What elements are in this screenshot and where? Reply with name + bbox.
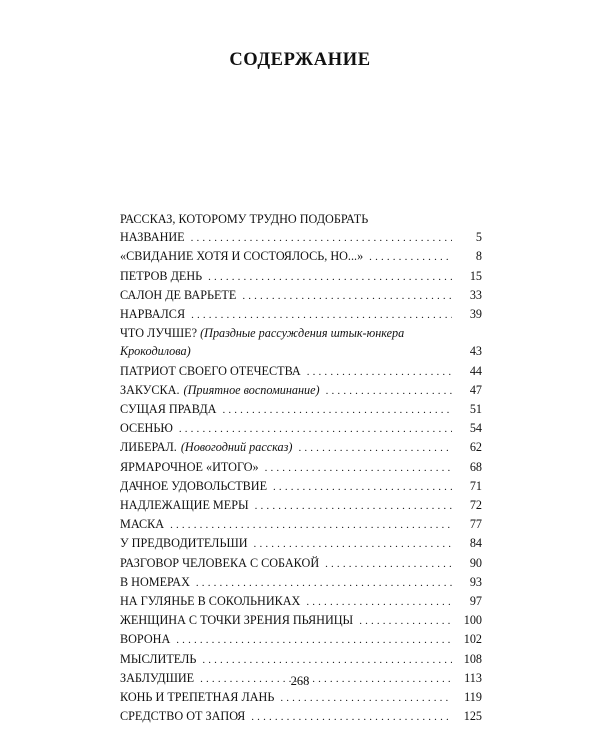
entry-title: НА ГУЛЯНЬЕ В СОКОЛЬНИКАХ (120, 594, 301, 609)
entry-page-number: 108 (463, 651, 482, 666)
table-of-contents (120, 210, 482, 726)
dot-leader (255, 497, 452, 515)
entry-title: НАДЛЕЖАЩИЕ МЕРЫ (120, 498, 249, 513)
toc-entry[interactable] (120, 592, 482, 611)
page-number-footer: 268 (290, 674, 310, 688)
entry-title: ЗАКУСКА. (120, 382, 180, 397)
entry-title: СУЩАЯ ПРАВДА (120, 402, 217, 417)
toc-entry[interactable] (120, 554, 482, 573)
entry-title: МЫСЛИТЕЛЬ (120, 651, 197, 666)
entry-title: ВОРОНА (120, 632, 171, 647)
entry-title: ЖЕНЩИНА С ТОЧКИ ЗРЕНИЯ ПЬЯНИЦЫ (120, 613, 354, 628)
entry-page-number: 54 (469, 421, 482, 436)
entry-page-number: 68 (469, 459, 482, 474)
entry-subtitle-continuation: Крокодилова) (120, 344, 191, 359)
dot-leader (265, 459, 452, 477)
toc-entry[interactable] (120, 381, 482, 400)
entry-page-number: 102 (463, 632, 482, 647)
dot-leader (306, 593, 452, 611)
entry-title: КОНЬ И ТРЕПЕТНАЯ ЛАНЬ (120, 690, 275, 705)
entry-title: ДАЧНОЕ УДОВОЛЬСТВИЕ (120, 478, 268, 493)
entry-page-number: 71 (469, 478, 482, 493)
entry-page-number: 39 (469, 307, 482, 322)
toc-entry[interactable] (120, 650, 482, 669)
toc-entry[interactable] (120, 688, 482, 707)
entry-title: ЗАБЛУДШИЕ (120, 670, 195, 685)
entry-page-number: 15 (469, 268, 482, 283)
page-title: СОДЕРЖАНИЕ (229, 50, 371, 70)
dot-leader (242, 287, 452, 305)
dot-leader (191, 229, 452, 247)
entry-page-number: 72 (469, 498, 482, 513)
toc-entry[interactable] (120, 267, 482, 286)
entry-title: ЯРМАРОЧНОЕ «ИТОГО» (120, 459, 259, 474)
entry-title-first-line: РАССКАЗ, КОТОРОМУ ТРУДНО ПОДОБРАТЬ (120, 212, 369, 226)
toc-entry[interactable] (120, 286, 482, 305)
entry-title: ЧТО ЛУЧШЕ? (120, 326, 198, 341)
entry-page-number: 51 (469, 402, 482, 417)
dot-leader (179, 420, 452, 438)
dot-leader (196, 574, 452, 592)
entry-title: В НОМЕРАХ (120, 574, 190, 589)
dot-leader (208, 268, 452, 286)
toc-entry[interactable] (120, 305, 482, 324)
entry-page-number: 44 (469, 363, 482, 378)
entry-page-number: 97 (469, 594, 482, 609)
dot-leader (176, 631, 452, 649)
entry-title: ПЕТРОВ ДЕНЬ (120, 268, 203, 283)
entry-page-number: 43 (469, 344, 482, 359)
dot-leader (273, 478, 452, 496)
entry-page-number: 47 (469, 382, 482, 397)
entry-page-number: 113 (464, 670, 482, 685)
dot-leader (326, 382, 452, 400)
toc-entry[interactable] (120, 438, 482, 457)
entry-page-number: 5 (475, 230, 482, 245)
dot-leader (222, 401, 452, 419)
toc-entry[interactable] (120, 419, 482, 438)
dot-leader (202, 651, 452, 669)
entry-title: РАЗГОВОР ЧЕЛОВЕКА С СОБАКОЙ (120, 555, 320, 570)
entry-subtitle: (Новогодний рассказ) (180, 440, 293, 455)
entry-page-number: 77 (469, 517, 482, 532)
dot-leader (280, 689, 452, 707)
entry-page-number: 125 (463, 709, 482, 724)
toc-entry[interactable] (120, 247, 482, 266)
entry-page-number: 119 (464, 690, 482, 705)
dot-leader (254, 535, 452, 553)
entry-page-number: 33 (469, 287, 482, 302)
dot-leader (325, 555, 452, 573)
dot-leader (359, 612, 452, 630)
entry-page-number: 8 (475, 249, 482, 264)
toc-entry[interactable] (120, 573, 482, 592)
toc-entry[interactable] (120, 496, 482, 515)
toc-entry[interactable] (120, 707, 482, 726)
dot-leader (298, 439, 452, 457)
entry-page-number: 100 (463, 613, 482, 628)
entry-title: ПАТРИОТ СВОЕГО ОТЕЧЕСТВА (120, 363, 301, 378)
toc-entry[interactable] (120, 324, 482, 361)
entry-title: МАСКА (120, 517, 165, 532)
entry-page-number: 93 (469, 574, 482, 589)
toc-entry[interactable] (120, 362, 482, 381)
entry-title: САЛОН ДЕ ВАРЬЕТЕ (120, 287, 237, 302)
entry-title: У ПРЕДВОДИТЕЛЬШИ (120, 536, 248, 551)
toc-entry[interactable] (120, 210, 482, 247)
entry-title: СРЕДСТВО ОТ ЗАПОЯ (120, 709, 246, 724)
entry-title-first-line (120, 324, 482, 342)
entry-title: НАЗВАНИЕ (120, 230, 185, 245)
toc-entry[interactable] (120, 477, 482, 496)
entry-page-number: 84 (469, 536, 482, 551)
entry-title: ЛИБЕРАЛ. (120, 440, 177, 455)
entry-subtitle: (Праздные рассуждения штык-юнкера (200, 326, 405, 341)
dot-leader (251, 708, 452, 726)
entry-page-number: 90 (469, 555, 482, 570)
entry-title: «СВИДАНИЕ ХОТЯ И СОСТОЯЛОСЬ, НО...» (120, 249, 364, 264)
toc-entry[interactable] (120, 534, 482, 553)
toc-entry[interactable] (120, 611, 482, 630)
entry-title: ОСЕНЬЮ (120, 421, 173, 436)
entry-title: НАРВАЛСЯ (120, 307, 186, 322)
dot-leader (307, 363, 452, 381)
toc-entry[interactable] (120, 630, 482, 649)
entry-subtitle: (Приятное воспоминание) (183, 382, 320, 397)
dot-leader (191, 306, 452, 324)
dot-leader (369, 248, 452, 266)
dot-leader (170, 516, 452, 534)
toc-entry[interactable] (120, 458, 482, 477)
toc-entry[interactable] (120, 515, 482, 534)
entry-page-number: 62 (469, 440, 482, 455)
toc-entry[interactable] (120, 400, 482, 419)
